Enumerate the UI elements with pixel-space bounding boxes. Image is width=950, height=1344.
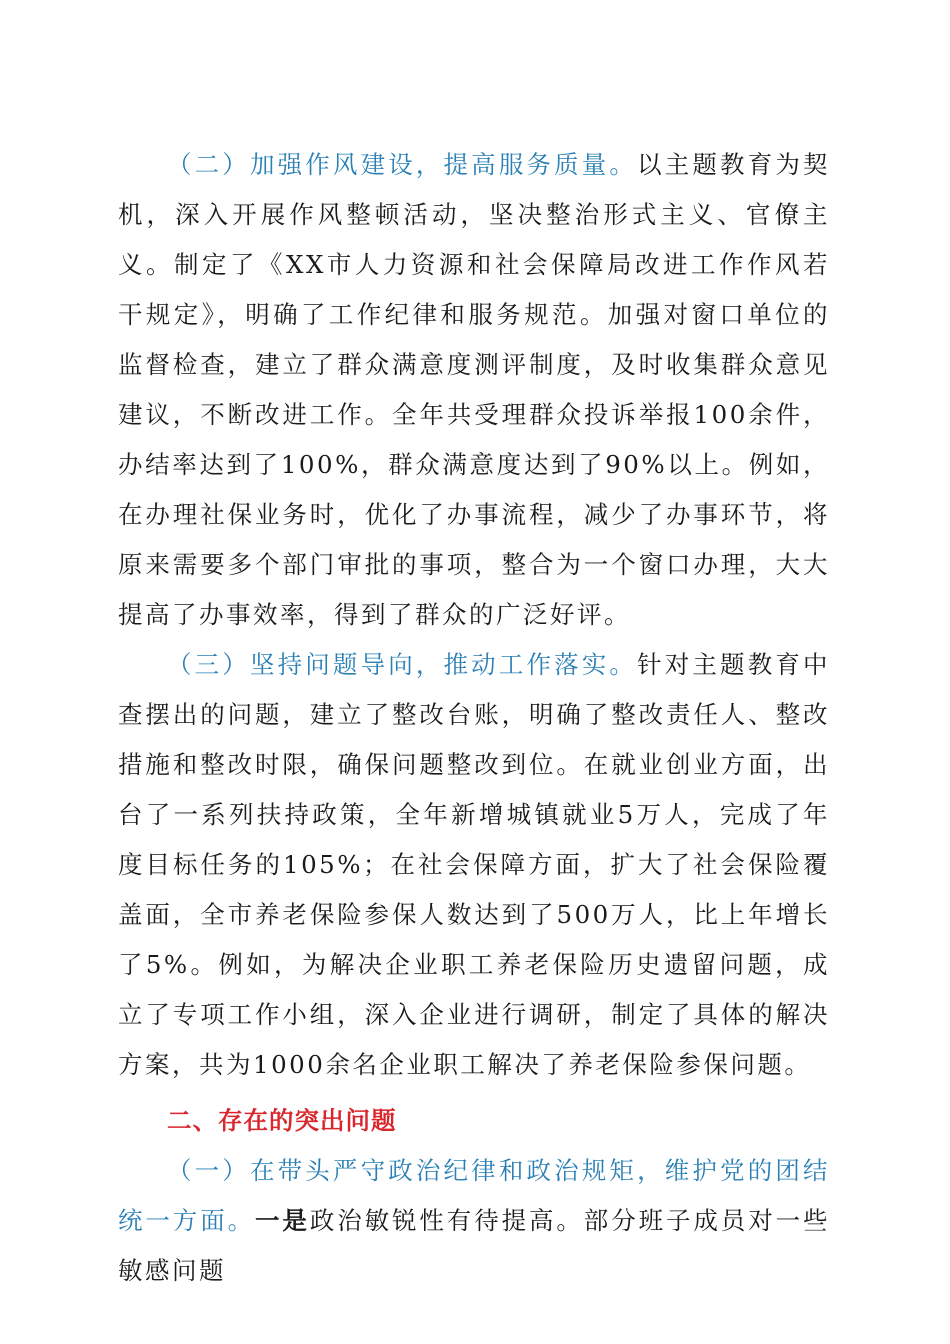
section-heading-problems: 二、存在的突出问题 [167, 1106, 397, 1135]
subheading-problem-oriented: （三）坚持问题导向，推动工作落实。 [167, 650, 638, 679]
paragraph-political-discipline [118, 1146, 830, 1296]
paragraph-political-discipline-text: 政治敏锐性有待提高。部分班子成员对一些敏感问题 [118, 1206, 831, 1285]
paragraph-problem-oriented-text: 针对主题教育中查摆出的问题，建立了整改台账，明确了整改责任人、整改措施和整改时限，确保问题整改到位。在就业创业方面，出台了一系列扶持政策，全年新增城镇就业5万人，完成了年度目标任务的105%；在社会保障方面，扩大了社会保险覆盖面，全市养老保险参保人数达到了500万人，比上年增长了5%。例如，为解决企业职工养老保险历史遗留问题，成立了专项工作小组，深入企业进行调研，制定了具体的解决方案，共为1000余名企业职工解决了养老保险参保问题。 [118, 650, 831, 1079]
subheading-political-discipline: （一）在带头严守政治纪律和政治规矩，维护党的团结统一方面。 [118, 1156, 830, 1235]
paragraph-work-style-text: 以主题教育为契机，深入开展作风整顿活动，坚决整治形式主义、官僚主义。制定了《XX市人力资源和社会保障局改进工作作风若干规定》，明确了工作纪律和服务规范。加强对窗口单位的监督检查，建立了群众满意度测评制度，及时收集群众意见建议，不断改进工作。全年共受理群众投诉举报100余件，办结率达到了100%，群众满意度达到了90%以上。例如，在办理社保业务时，优化了办事流程，减少了办事环节，将原来需要多个部门审批的事项，整合为一个窗口办理，大大提高了办事效率，得到了群众的广泛好评。 [118, 150, 831, 629]
subheading-work-style: （二）加强作风建设，提高服务质量。 [167, 150, 638, 179]
paragraph-work-style [118, 140, 830, 640]
paragraph-problem-oriented [118, 640, 830, 1090]
document-body [118, 140, 830, 1296]
lead-first-point: 一是 [255, 1206, 310, 1235]
